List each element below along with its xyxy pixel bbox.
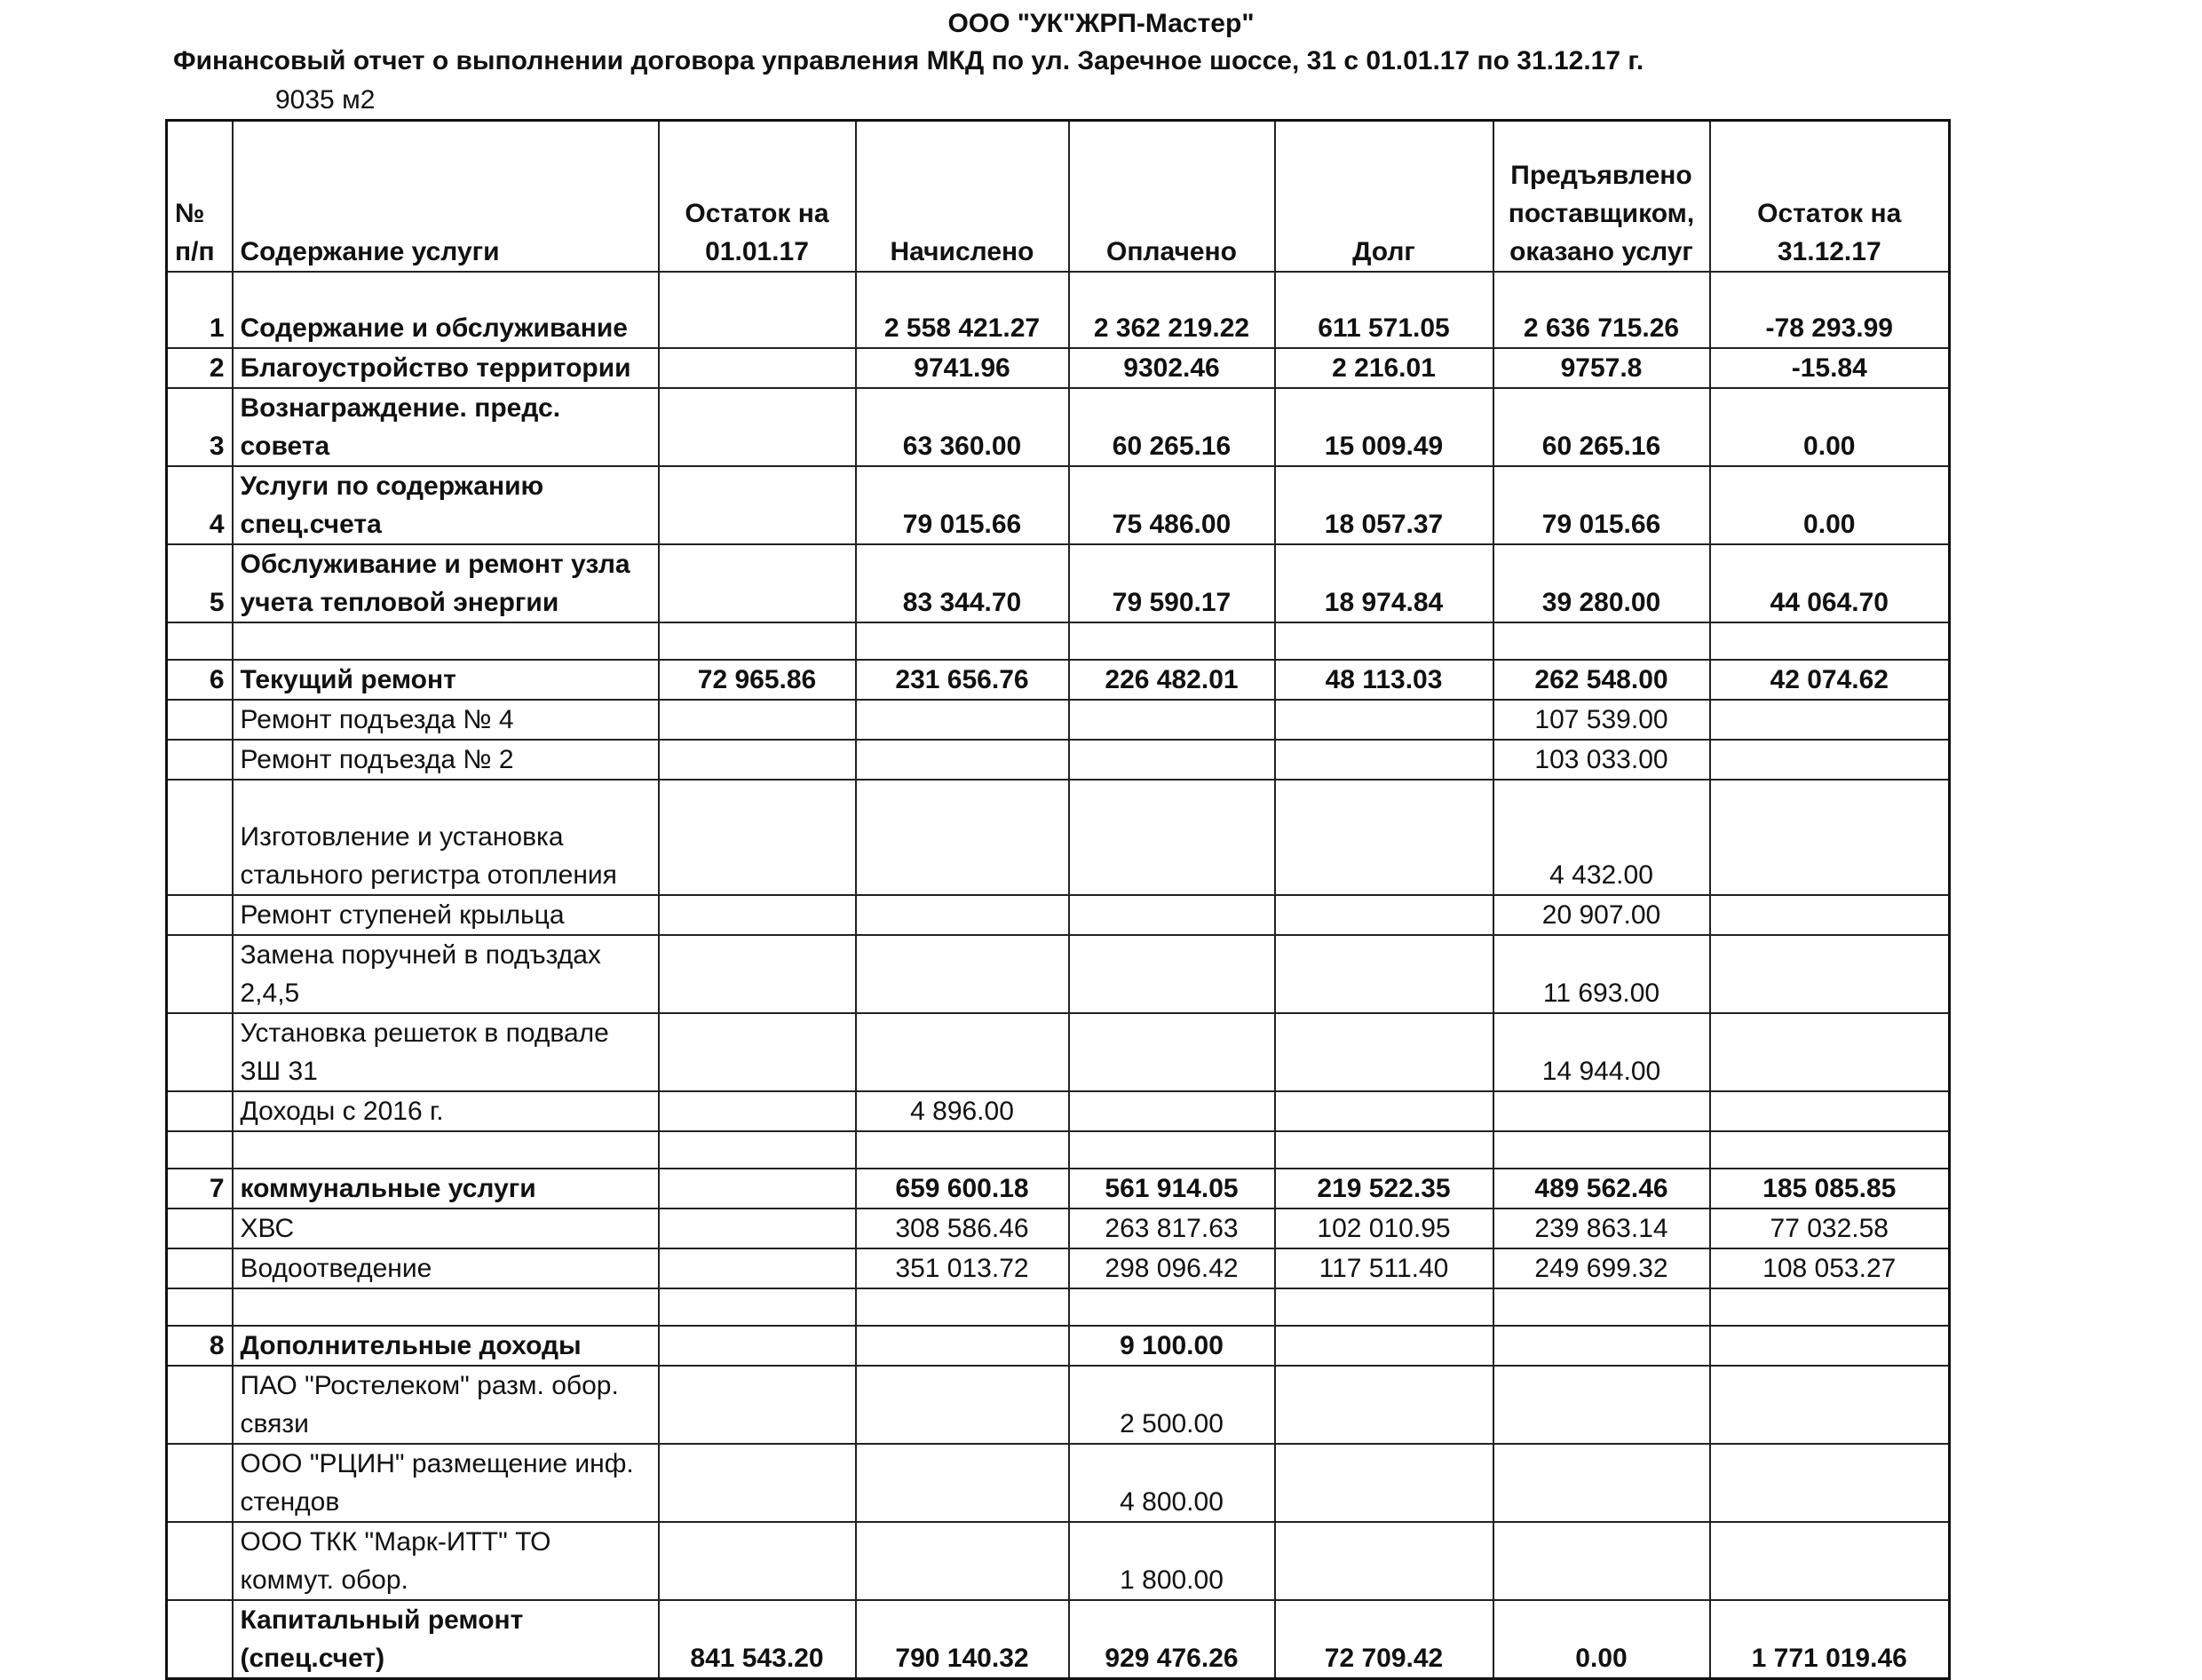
- table-row: [167, 1013, 1950, 1091]
- table-row: [167, 1248, 1950, 1288]
- table-row: [167, 466, 1950, 544]
- table-header-row: [167, 121, 1950, 272]
- row-charged: 9741.96: [856, 348, 1069, 388]
- table-row: [167, 1169, 1950, 1208]
- row-end: -78 293.99: [1710, 272, 1950, 348]
- row-num: 7: [167, 1169, 233, 1208]
- row-name: Обслуживание и ремонт узла учета тепловой энергии: [233, 544, 659, 622]
- row-end: 0.00: [1710, 466, 1950, 544]
- table-row: [167, 544, 1950, 622]
- row-paid: 2 500.00: [1069, 1366, 1275, 1444]
- row-name: Дополнительные доходы: [233, 1326, 659, 1366]
- row-presented: 11 693.00: [1493, 935, 1710, 1013]
- row-end: 108 053.27: [1710, 1248, 1950, 1288]
- row-name: Ремонт подъезда № 4: [233, 700, 659, 740]
- row-end: 42 074.62: [1710, 660, 1950, 700]
- row-name: Изготовление и установка стального регистра отопления: [233, 780, 659, 895]
- row-name: ПАО "Ростелеком" разм. обор. связи: [233, 1366, 659, 1444]
- report-title: Финансовый отчет о выполнении договора управления МКД по ул. Заречное шоссе, 31 с 01.01.17 по 31.12.17 г.: [173, 46, 1644, 75]
- row-debt: 15 009.49: [1275, 388, 1493, 466]
- row-paid: 298 096.42: [1069, 1248, 1275, 1288]
- row-debt: 219 522.35: [1275, 1169, 1493, 1208]
- col-header-charged: Начислено: [856, 121, 1069, 272]
- table-row: [167, 935, 1950, 1013]
- row-num: 2: [167, 348, 233, 388]
- col-header-presented: Предъявлено поставщиком, оказано услуг: [1493, 121, 1710, 272]
- row-num: 8: [167, 1326, 233, 1366]
- row-end: 185 085.85: [1710, 1169, 1950, 1208]
- row-presented: 0.00: [1493, 1600, 1710, 1679]
- row-start: [659, 388, 856, 466]
- row-debt: 117 511.40: [1275, 1248, 1493, 1288]
- row-presented: 4 432.00: [1493, 780, 1710, 895]
- table-row: [167, 895, 1950, 935]
- table-row: [167, 740, 1950, 780]
- row-start: [659, 466, 856, 544]
- row-name: Установка решеток в подвале ЗШ 31: [233, 1013, 659, 1091]
- row-start: [659, 1169, 856, 1208]
- row-paid: 4 800.00: [1069, 1444, 1275, 1522]
- row-name: Ремонт подъезда № 2: [233, 740, 659, 780]
- row-num: 4: [167, 466, 233, 544]
- table-row: [167, 348, 1950, 388]
- row-debt: 2 216.01: [1275, 348, 1493, 388]
- row-paid: 1 800.00: [1069, 1522, 1275, 1600]
- row-name: ООО "РЦИН" размещение инф. стендов: [233, 1444, 659, 1522]
- row-presented: 249 699.32: [1493, 1248, 1710, 1288]
- row-presented: 107 539.00: [1493, 700, 1710, 740]
- row-name: ООО ТКК "Марк-ИТТ" ТО коммут. обор.: [233, 1522, 659, 1600]
- table-row: [167, 1326, 1950, 1366]
- table-row: [167, 388, 1950, 466]
- row-num: 1: [167, 272, 233, 348]
- row-presented: 239 863.14: [1493, 1208, 1710, 1248]
- row-debt: 611 571.05: [1275, 272, 1493, 348]
- row-presented: 60 265.16: [1493, 388, 1710, 466]
- table-row: [167, 1600, 1950, 1679]
- row-num: 6: [167, 660, 233, 700]
- row-charged: 659 600.18: [856, 1169, 1069, 1208]
- row-charged: 79 015.66: [856, 466, 1069, 544]
- row-charged: 2 558 421.27: [856, 272, 1069, 348]
- col-header-num: № п/п: [167, 121, 233, 272]
- row-name: Водоотведение: [233, 1248, 659, 1288]
- row-paid: 561 914.05: [1069, 1169, 1275, 1208]
- row-charged: 83 344.70: [856, 544, 1069, 622]
- row-end: 77 032.58: [1710, 1208, 1950, 1248]
- table-row: [167, 1522, 1950, 1600]
- row-charged: 351 013.72: [856, 1248, 1069, 1288]
- col-header-name: Содержание услуги: [233, 121, 659, 272]
- row-presented: 14 944.00: [1493, 1013, 1710, 1091]
- row-presented: 79 015.66: [1493, 466, 1710, 544]
- row-name: Ремонт ступеней крыльца: [233, 895, 659, 935]
- row-start: [659, 544, 856, 622]
- row-paid: 9 100.00: [1069, 1326, 1275, 1366]
- col-header-paid: Оплачено: [1069, 121, 1275, 272]
- empty-row: [167, 622, 1950, 660]
- row-paid: 75 486.00: [1069, 466, 1275, 544]
- row-end: 1 771 019.46: [1710, 1600, 1950, 1679]
- row-start: [659, 272, 856, 348]
- table-row: [167, 1091, 1950, 1131]
- row-charged: 231 656.76: [856, 660, 1069, 700]
- row-paid: 2 362 219.22: [1069, 272, 1275, 348]
- row-presented: 103 033.00: [1493, 740, 1710, 780]
- row-charged: 4 896.00: [856, 1091, 1069, 1131]
- organization-name: ООО "УК"ЖРП-Мастер": [947, 9, 1255, 38]
- col-header-debt: Долг: [1275, 121, 1493, 272]
- row-paid: 79 590.17: [1069, 544, 1275, 622]
- row-start: 72 965.86: [659, 660, 856, 700]
- col-header-start: Остаток на 01.01.17: [659, 121, 856, 272]
- row-end: 0.00: [1710, 388, 1950, 466]
- row-debt: 18 057.37: [1275, 466, 1493, 544]
- row-charged: 790 140.32: [856, 1600, 1069, 1679]
- row-start: [659, 348, 856, 388]
- row-presented: 2 636 715.26: [1493, 272, 1710, 348]
- financial-report-table: [165, 119, 1951, 1680]
- row-name: Вознаграждение. предс. совета: [233, 388, 659, 466]
- table-row: [167, 1366, 1950, 1444]
- row-paid: 9302.46: [1069, 348, 1275, 388]
- row-debt: 72 709.42: [1275, 1600, 1493, 1679]
- empty-row: [167, 1288, 1950, 1326]
- row-charged: 308 586.46: [856, 1208, 1069, 1248]
- row-presented: 489 562.46: [1493, 1169, 1710, 1208]
- col-header-end: Остаток на 31.12.17: [1710, 121, 1950, 272]
- table-row: [167, 660, 1950, 700]
- row-presented: 20 907.00: [1493, 895, 1710, 935]
- row-debt: 18 974.84: [1275, 544, 1493, 622]
- table-row: [167, 780, 1950, 895]
- row-name: Содержание и обслуживание: [233, 272, 659, 348]
- row-paid: 929 476.26: [1069, 1600, 1275, 1679]
- row-name: Услуги по содержанию спец.счета: [233, 466, 659, 544]
- table-row: [167, 1444, 1950, 1522]
- row-paid: 226 482.01: [1069, 660, 1275, 700]
- building-area: 9035 м2: [275, 85, 376, 115]
- row-name: Замена поручней в подъздах 2,4,5: [233, 935, 659, 1013]
- row-name: Доходы с 2016 г.: [233, 1091, 659, 1131]
- row-name: ХВС: [233, 1208, 659, 1248]
- table-row: [167, 1208, 1950, 1248]
- row-paid: 60 265.16: [1069, 388, 1275, 466]
- row-end: -15.84: [1710, 348, 1950, 388]
- row-num: 3: [167, 388, 233, 466]
- row-end: 44 064.70: [1710, 544, 1950, 622]
- row-charged: 63 360.00: [856, 388, 1069, 466]
- row-name: Капитальный ремонт (спец.счет): [233, 1600, 659, 1679]
- row-paid: 263 817.63: [1069, 1208, 1275, 1248]
- row-start: 841 543.20: [659, 1600, 856, 1679]
- table-row: [167, 700, 1950, 740]
- row-num: 5: [167, 544, 233, 622]
- row-presented: 262 548.00: [1493, 660, 1710, 700]
- row-name: Благоустройство территории: [233, 348, 659, 388]
- empty-row: [167, 1131, 1950, 1169]
- table-row: [167, 272, 1950, 348]
- row-name: Текущий ремонт: [233, 660, 659, 700]
- row-presented: 9757.8: [1493, 348, 1710, 388]
- row-debt: 102 010.95: [1275, 1208, 1493, 1248]
- row-presented: 39 280.00: [1493, 544, 1710, 622]
- row-debt: 48 113.03: [1275, 660, 1493, 700]
- row-name: коммунальные услуги: [233, 1169, 659, 1208]
